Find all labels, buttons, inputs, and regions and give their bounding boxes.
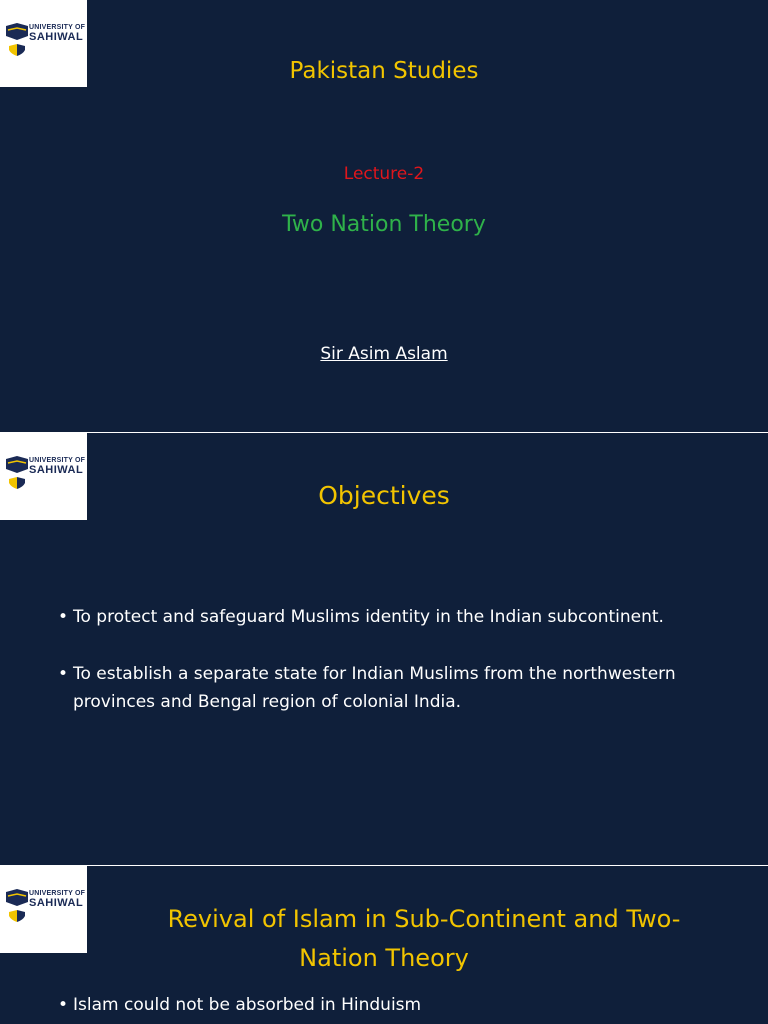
logo-text-line2: SAHIWAL <box>29 31 84 43</box>
slide-title-text: Pakistan Studies <box>289 58 479 84</box>
slide-objectives <box>0 433 768 865</box>
logo-text-line2: SAHIWAL <box>29 464 84 476</box>
revival-list <box>58 991 738 1024</box>
logo-text-line1: UNIVERSITY OF <box>29 457 86 464</box>
list-item: • To establish a separate state for Indian Muslims from the northwestern provinces and Bengal region of colonial India. <box>58 660 738 716</box>
logo-text-line1: UNIVERSITY OF <box>29 890 86 897</box>
author-name: Sir Asim Aslam <box>320 344 448 364</box>
list-item: • To protect and safeguard Muslims identity in the Indian subcontinent. <box>58 603 738 631</box>
objectives-list <box>58 603 738 734</box>
slide-revival-of-islam <box>0 866 768 1024</box>
slide-subtitle: Two Nation Theory <box>282 212 486 237</box>
crest-icon <box>5 888 29 936</box>
logo-text-line1: UNIVERSITY OF <box>29 24 86 31</box>
slide-title-text: Objectives <box>318 481 450 510</box>
logo-text-line2: SAHIWAL <box>29 897 84 909</box>
lecture-label: Lecture-2 <box>343 164 425 184</box>
slide-title <box>0 0 768 432</box>
list-item: • Islam could not be absorbed in Hinduism <box>58 991 738 1019</box>
slide-title-line2: Nation Theory <box>299 944 469 972</box>
slide-title-line1: Revival of Islam in Sub-Continent and Two- <box>167 905 681 933</box>
